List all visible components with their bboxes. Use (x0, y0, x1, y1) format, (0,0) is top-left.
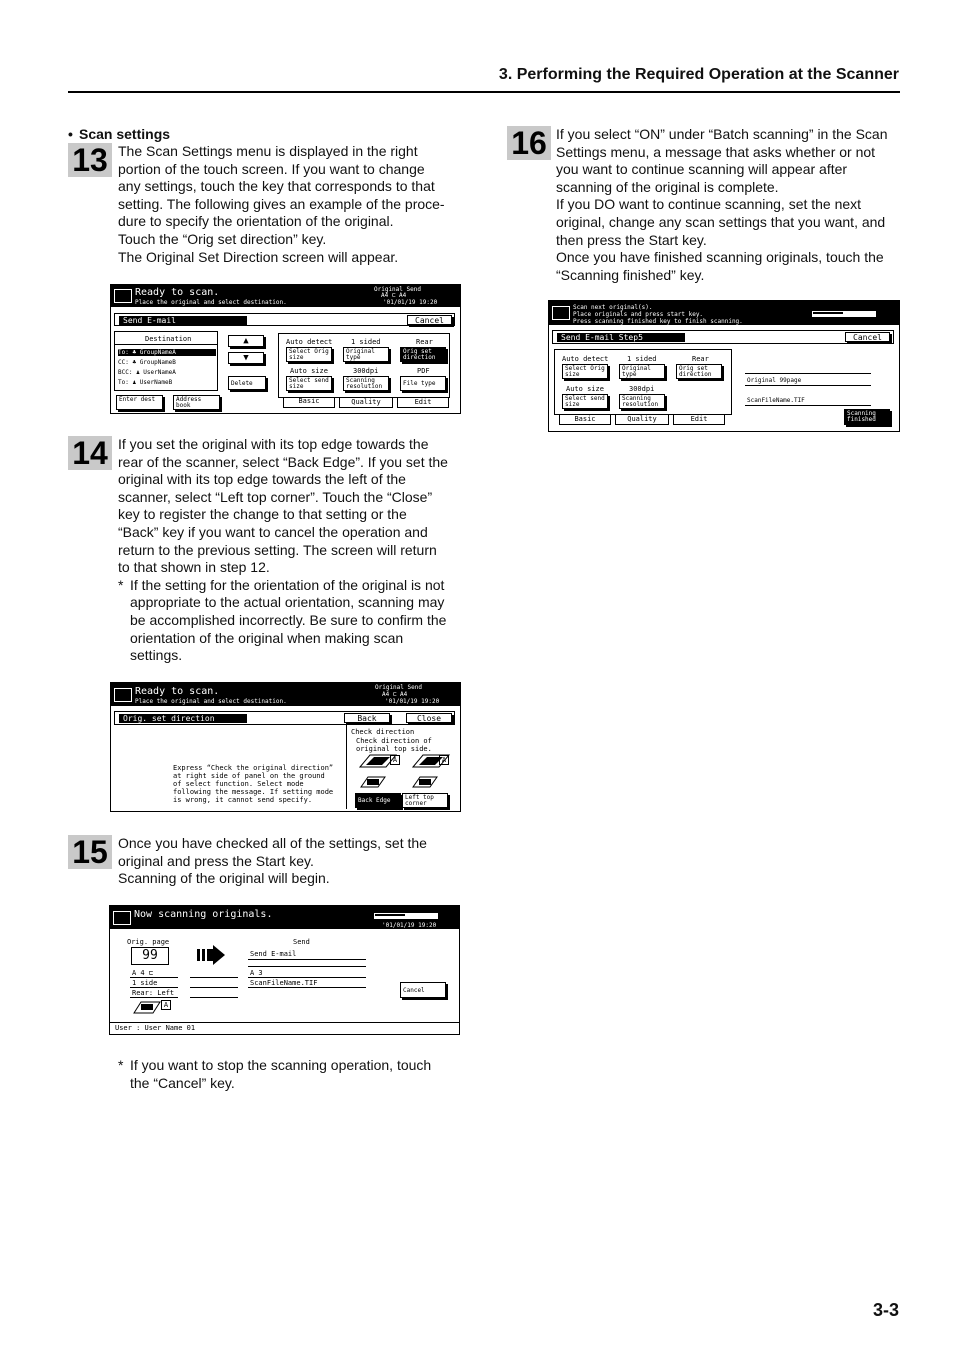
destination-header: Destination (145, 335, 192, 343)
filename-value: ScanFileName.TIF (747, 397, 805, 404)
cancel-button[interactable]: Cancel (845, 332, 890, 342)
tab-quality[interactable]: Quality (339, 397, 393, 408)
address-book-button[interactable]: Address book (173, 395, 220, 410)
scan-settings-screen (110, 284, 461, 414)
printer-icon (114, 289, 132, 303)
send-mode: Send E-mail (250, 950, 297, 958)
cancel-button[interactable]: Cancel (407, 315, 452, 325)
field-row (114, 313, 455, 326)
step-13-heading: Scan settings (79, 126, 171, 142)
divider (130, 977, 178, 978)
left-top-corner-button[interactable]: Left top corner (402, 793, 448, 808)
status-text: Ready to scan. (135, 686, 220, 697)
sided-value: 1 sided (627, 355, 657, 363)
datetime: '01/01/19 19:20 (385, 698, 440, 705)
screen-status-bar (110, 906, 459, 929)
settings-panel (554, 349, 732, 415)
divider (745, 405, 871, 406)
now-scanning-screen (109, 905, 460, 1035)
screen-status-bar (111, 683, 460, 706)
printer-icon (552, 306, 570, 320)
file-type-button[interactable]: File type (400, 376, 446, 391)
orig-page-label: Orig. page (127, 938, 170, 946)
letter-a-icon: A (161, 1000, 171, 1010)
select-send-size-button[interactable]: Select send size (562, 394, 608, 409)
size-readout: A4 ⊏ A4 (381, 292, 407, 299)
original-back-edge-icon (359, 775, 387, 792)
step-14-note: * If the setting for the orientation of the original is not appropriate to the actual orientation, scanning may be accomplished incorrectly. Be sure to confirm the orientation of the original when making scan settings. (118, 576, 447, 664)
back-edge-button[interactable]: Back Edge (355, 793, 401, 808)
destination-row[interactable]: BCC: ♟ UserNameA (118, 369, 176, 376)
scroll-down-button[interactable]: ▼ (228, 352, 264, 364)
divider (346, 725, 347, 809)
mode-field: Send E-mail Step5 (557, 333, 685, 342)
step-15-text: Once you have checked all of the settings, set the original and press the Start key. Scanning of the original will begin. (118, 835, 427, 887)
size-value: A 4 ⊏ (132, 969, 154, 977)
divider (190, 977, 238, 978)
destination-row[interactable]: To: ♣ GroupNameA (118, 349, 216, 356)
divider (248, 977, 366, 978)
send-size-value: A 3 (250, 969, 263, 977)
page-number: 3-3 (872, 1300, 899, 1320)
delete-button[interactable]: Delete (228, 376, 266, 390)
progress-bar (374, 913, 438, 919)
enter-dest-button[interactable]: Enter dest (116, 395, 163, 410)
step-13-bullet: • (68, 126, 73, 142)
destination-row[interactable]: To: ♟ UserNameB (118, 379, 173, 386)
divider (115, 344, 217, 345)
scanning-resolution-button[interactable]: Scanning resolution (343, 376, 389, 391)
step-15-note: * If you want to stop the scanning operation, touch the “Cancel” key. (118, 1057, 432, 1091)
mode-field: Orig. set direction (119, 714, 247, 723)
printer-icon (113, 911, 131, 925)
step-14-text: If you set the original with its top edge towards the rear of the scanner, select “Back Edge”. If you set the original with its top edge towards the left of the scanner, select “Left top corner”. Touch the “Close” key to register the change to that setting or the “Back” key if you want to cancel the operation and return to the previous setting. The screen will return to that shown in step 12. * If the setting for the orientation of the original is not appropriate to the actual orientation, scanning may be accomplished incorrectly. Be sure to confirm the orientation of the original when making scan settings. (118, 436, 468, 665)
printer-icon (114, 688, 132, 702)
sides-value: 1 side (132, 979, 158, 987)
sided-value: 1 sided (351, 338, 381, 346)
scroll-up-button[interactable]: ▲ (228, 335, 264, 347)
divider (248, 966, 366, 967)
express-message: Express “Check the original direction” at right side of panel on the ground of select function. Select mode following the message. If setting mode is wrong, it cannot send specify. (173, 764, 334, 804)
progress-fill (813, 312, 843, 314)
tab-edit[interactable]: Edit (397, 397, 449, 408)
divider (248, 959, 366, 960)
destination-panel (114, 331, 218, 391)
step-16-text: If you select “ON” under “Batch scanning” in the Scan Settings menu, a message that asks whether or not you want to continue scanning will appear after scanning of the original is complete. If you DO want to continue scanning, set the next original, change any scan settings that you want, and then press the Start key. Once you have finished scanning originals, touch the “Scanning finished” key. (556, 126, 888, 283)
step-13-number: 13 (68, 143, 112, 177)
divider (190, 987, 238, 988)
step-14-number: 14 (68, 436, 112, 470)
datetime: '01/01/19 19:20 (383, 299, 438, 306)
divider (110, 1022, 459, 1023)
tab-basic[interactable]: Basic (559, 414, 611, 425)
settings-panel (278, 333, 450, 398)
scanning-resolution-button[interactable]: Scanning resolution (619, 394, 665, 409)
close-button[interactable]: Close (406, 713, 452, 723)
check-direction-title: Check direction (351, 728, 415, 736)
user-info: User : User Name 01 (115, 1024, 196, 1032)
divider (745, 385, 871, 386)
progress-fill (375, 914, 405, 916)
letter-a-icon: A (439, 755, 449, 765)
destination-row[interactable]: CC: ♣ GroupNameB (118, 359, 176, 366)
auto-size-value: Auto size (566, 385, 604, 393)
rear-value: Rear: Left (132, 989, 175, 997)
section-title: 3. Performing the Required Operation at the Scanner (498, 66, 899, 83)
dpi-value: 300dpi (353, 367, 379, 375)
original-count: Original 99page (747, 377, 802, 384)
field-row (114, 711, 455, 725)
auto-detect-value: Auto detect (286, 338, 333, 346)
tab-basic[interactable]: Basic (283, 397, 335, 408)
orig-set-direction-button[interactable]: Orig set direction (676, 364, 722, 379)
orig-set-direction-button[interactable]: Orig set direction (400, 347, 446, 362)
original-left-corner-icon (411, 775, 439, 792)
orig-send-label: Original Send (375, 684, 422, 691)
orig-set-direction-screen (110, 682, 461, 812)
dpi-value: 300dpi (629, 385, 655, 393)
mode-field: Send E-mail (119, 316, 247, 325)
status-text: Scan next original(s). (573, 304, 653, 311)
status-subtext: Place the original and select destination. (135, 698, 287, 705)
screen-status-bar (111, 285, 460, 307)
divider (130, 997, 178, 998)
auto-detect-value: Auto detect (562, 355, 609, 363)
back-button[interactable]: Back (344, 713, 390, 723)
tab-edit[interactable]: Edit (673, 414, 725, 425)
letter-a-icon: A (390, 755, 400, 765)
header-rule (68, 91, 900, 93)
divider (130, 987, 178, 988)
status-subtext: Place the original and select destination. (135, 299, 287, 306)
scan-next-original-screen (548, 300, 900, 432)
orig-send-label: Original Send (374, 286, 421, 293)
divider (248, 987, 366, 988)
scanning-finished-button[interactable]: Scanning finished (844, 409, 890, 425)
filename-value: ScanFileName.TIF (250, 979, 318, 987)
tab-quality[interactable]: Quality (615, 414, 669, 425)
select-orig-size-button[interactable]: Select Orig size (562, 364, 608, 379)
page-count: 99 (131, 947, 169, 965)
arrow-right-icon (196, 944, 226, 966)
screen-status-bar (549, 301, 899, 325)
select-send-size-button[interactable]: Select send size (286, 376, 332, 391)
status-text: Now scanning originals. (134, 909, 273, 920)
status-text: Ready to scan. (135, 287, 220, 298)
rear-value: Rear (692, 355, 709, 363)
original-icon (132, 1000, 162, 1016)
original-type-button[interactable]: Original type (343, 347, 389, 362)
status-text: Press scanning finished key to finish scanning. (573, 318, 743, 325)
check-direction-text: Check direction of (356, 737, 432, 745)
file-type-value: PDF (417, 367, 430, 375)
step-15-number: 15 (68, 835, 112, 869)
cancel-button[interactable]: Cancel (400, 982, 446, 998)
step-13-text: The Scan Settings menu is displayed in the right portion of the touch screen. If you want to change any settings, touch the key that corresponds to that setting. The following gives an example of the proce- dure to specify the orientation of the original. Touch the “Orig set direction” key. The Original Set Direction screen will appear. (118, 143, 445, 265)
check-direction-text: original top side. (356, 745, 432, 753)
select-orig-size-button[interactable]: Select Orig size (286, 347, 332, 362)
datetime: '01/01/19 19:20 (382, 922, 437, 929)
send-label: Send (293, 938, 310, 946)
rear-value: Rear (416, 338, 433, 346)
divider (745, 373, 871, 374)
field-row (552, 330, 894, 344)
progress-bar (812, 311, 876, 317)
status-text: Place originals and press start key. (573, 311, 704, 318)
original-type-button[interactable]: Original type (619, 364, 665, 379)
auto-size-value: Auto size (290, 367, 328, 375)
step-16-number: 16 (507, 126, 551, 160)
divider (190, 997, 238, 998)
size-readout: A4 ⊏ A4 (382, 691, 408, 698)
